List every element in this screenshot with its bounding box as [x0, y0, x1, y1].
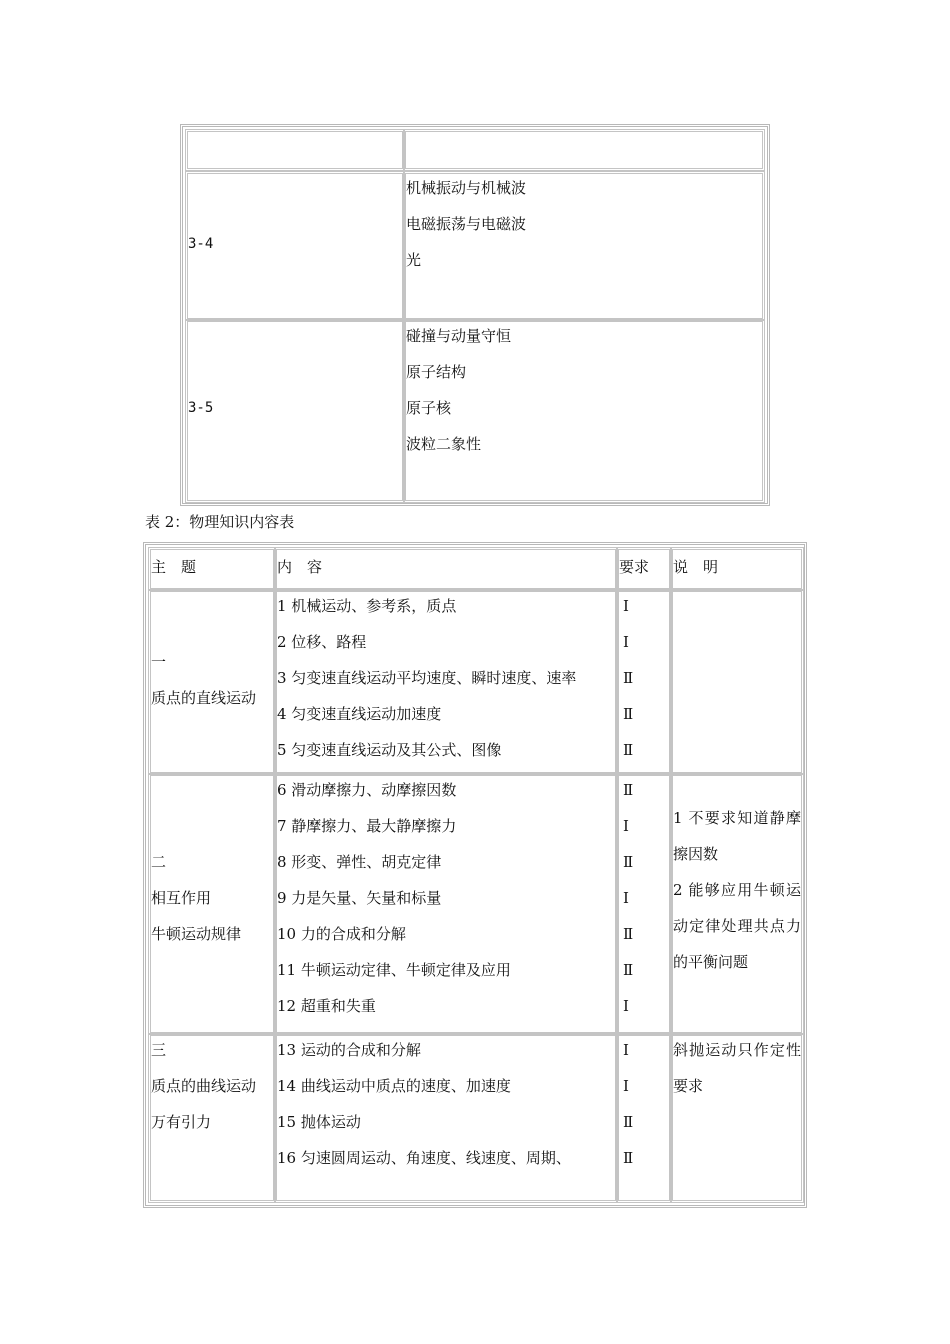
content-item: 16 匀速圆周运动、角速度、线速度、周期、 [277, 1149, 571, 1167]
header-content: 内 容 [274, 547, 618, 591]
group-content [274, 1033, 618, 1203]
content-item: 6 滑动摩擦力、动摩擦因数 [277, 781, 457, 799]
content-item: 11 牛顿运动定律、牛顿定律及应用 [277, 961, 511, 979]
group-requirement [616, 1033, 672, 1203]
note-text: 1 不要求知道静摩擦因数 2 能够应用牛顿运动定律处理共点力的平衡问题 [673, 809, 801, 971]
content-item: 5 匀变速直线运动及其公式、图像 [277, 741, 502, 759]
requirement-level: Ⅰ [623, 997, 629, 1015]
header-requirement: 要求 [616, 547, 672, 591]
requirement-level: Ⅱ [623, 961, 634, 979]
topic-line: 原子核 [406, 399, 452, 417]
topic-line: 波粒二象性 [406, 435, 482, 453]
group-content [274, 589, 618, 775]
requirement-level: Ⅱ [623, 781, 634, 799]
requirement-level: Ⅱ [623, 669, 634, 687]
topic-line: 电磁振荡与电磁波 [406, 215, 527, 233]
content-item: 13 运动的合成和分解 [277, 1041, 421, 1059]
note-text: 斜抛运动只作定性要求 [673, 1041, 801, 1095]
module-cell [185, 171, 405, 321]
content-item: 10 力的合成和分解 [277, 925, 406, 943]
topic-line: 机械振动与机械波 [406, 179, 527, 197]
content-item: 15 抛体运动 [277, 1113, 361, 1131]
module-table-header-right [403, 129, 765, 171]
header-topic: 主 题 [148, 547, 276, 591]
group-content [274, 773, 618, 1035]
group-topic: 一 质点的直线运动 [148, 589, 276, 775]
requirement-level: Ⅱ [623, 705, 634, 723]
content-item: 8 形变、弹性、胡克定律 [277, 853, 442, 871]
content-item: 2 位移、路程 [277, 633, 367, 651]
module-table-header-left [185, 129, 405, 171]
topic-line: 光 [406, 251, 422, 269]
topic-line: 原子结构 [406, 363, 467, 381]
content-item: 3 匀变速直线运动平均速度、瞬时速度、速率 [277, 669, 577, 687]
table-caption: 表 2：物理知识内容表 [145, 513, 295, 531]
requirement-level: Ⅰ [623, 817, 629, 835]
module-label: 3-4 [188, 236, 214, 252]
group-requirement [616, 773, 672, 1035]
requirement-level: Ⅱ [623, 853, 634, 871]
header-note: 说 明 [670, 547, 804, 591]
group-note [670, 1033, 804, 1203]
group-requirement [616, 589, 672, 775]
topics-cell [403, 171, 765, 321]
group-topic: 三 质点的曲线运动 万有引力 [148, 1033, 276, 1203]
requirement-level: Ⅱ [623, 1113, 634, 1131]
topic-line: 碰撞与动量守恒 [406, 327, 512, 345]
requirement-level: Ⅱ [623, 741, 634, 759]
content-item: 1 机械运动、参考系，质点 [277, 597, 457, 615]
content-item: 12 超重和失重 [277, 997, 376, 1015]
module-label: 3-5 [188, 400, 214, 416]
requirement-level: Ⅰ [623, 633, 629, 651]
module-cell [185, 319, 405, 503]
requirement-level: Ⅱ [623, 925, 634, 943]
module-table [180, 124, 770, 506]
group-topic: 二 相互作用 牛顿运动规律 [148, 773, 276, 1035]
requirement-level: Ⅱ [623, 1149, 634, 1167]
requirement-level: Ⅰ [623, 1077, 629, 1095]
content-item: 7 静摩擦力、最大静摩擦力 [277, 817, 457, 835]
content-table [143, 542, 807, 1208]
requirement-level: Ⅰ [623, 1041, 629, 1059]
topics-cell [403, 319, 765, 503]
content-item: 14 曲线运动中质点的速度、加速度 [277, 1077, 511, 1095]
content-item: 9 力是矢量、矢量和标量 [277, 889, 442, 907]
requirement-level: Ⅰ [623, 889, 629, 907]
requirement-level: Ⅰ [623, 597, 629, 615]
group-note [670, 773, 804, 1035]
content-item: 4 匀变速直线运动加速度 [277, 705, 442, 723]
group-note [670, 589, 804, 775]
